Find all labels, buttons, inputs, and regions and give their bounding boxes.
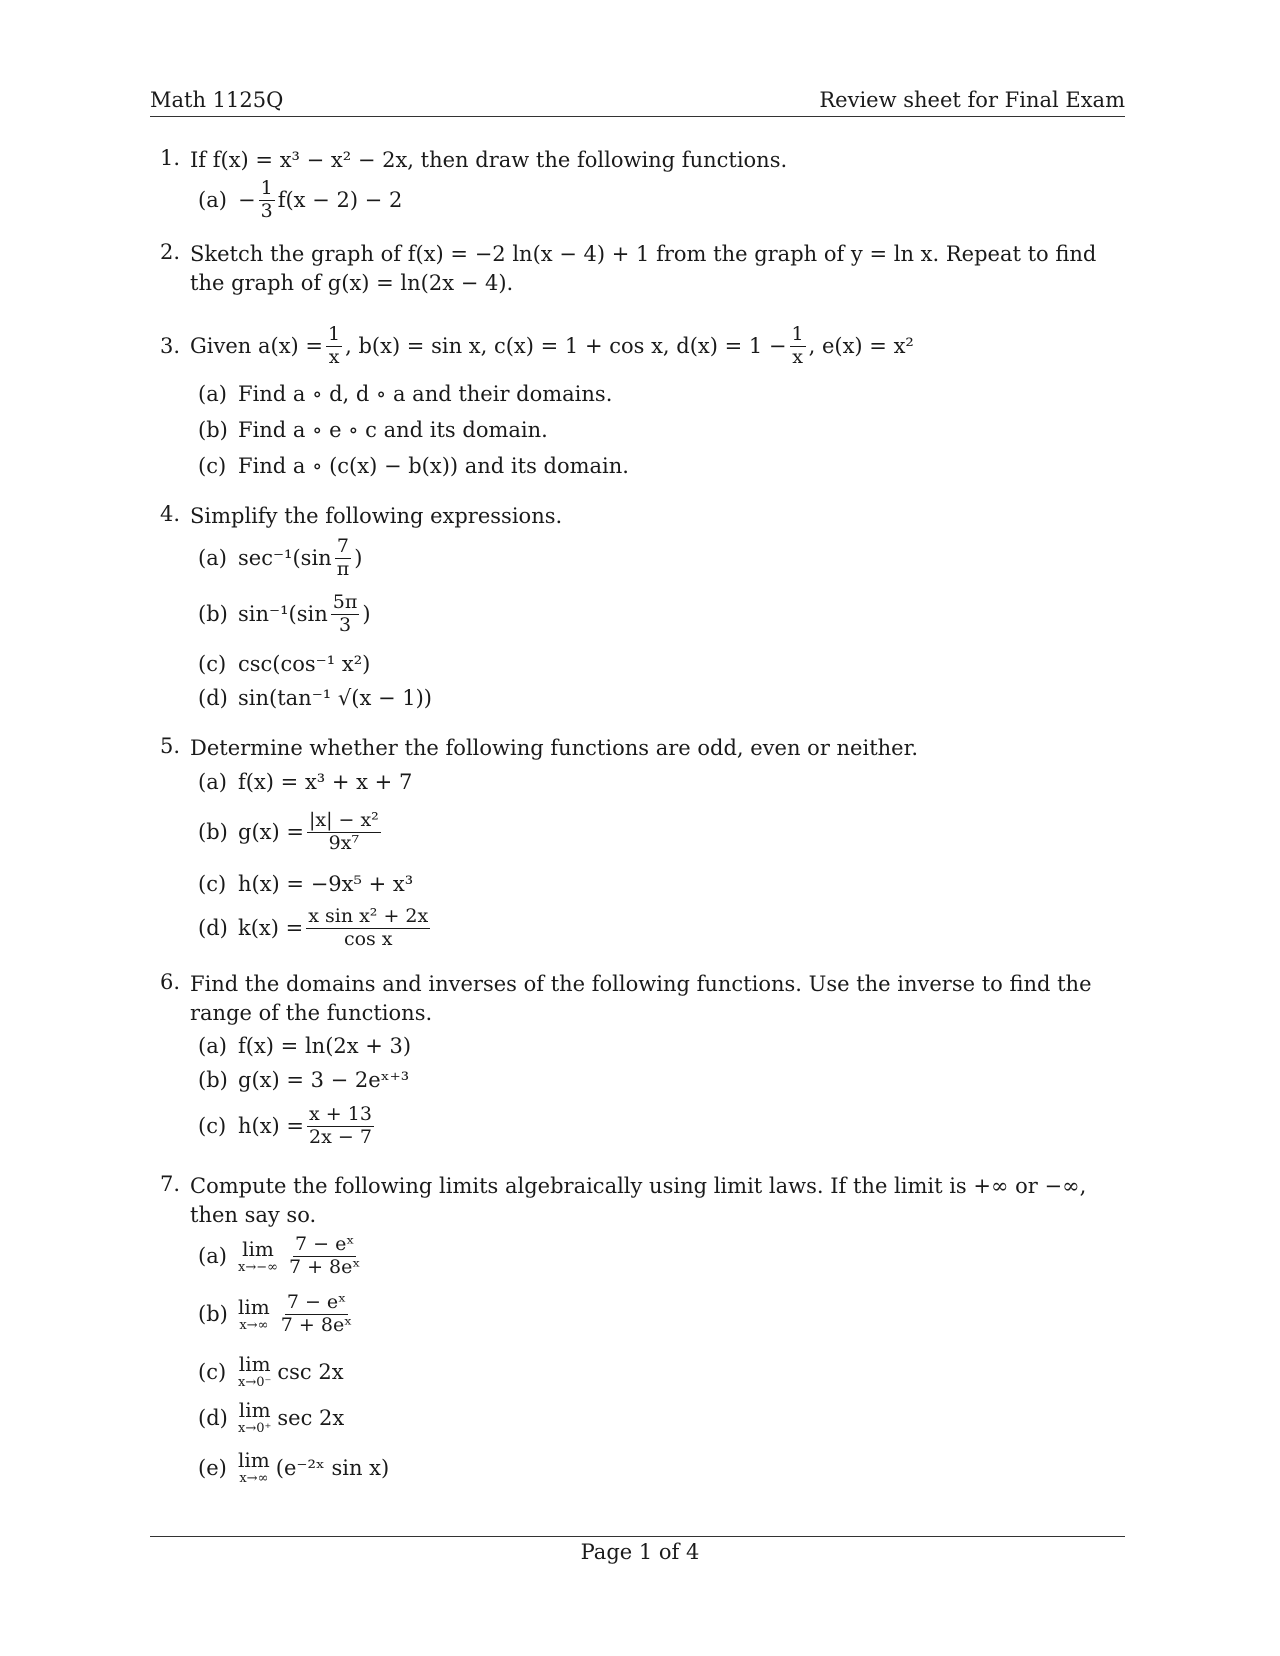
subpart-text: g(x) = 3 − 2eˣ⁺³ [238, 1068, 410, 1092]
expr: csc 2x [277, 1359, 344, 1384]
problem-1 [160, 146, 1125, 175]
problem-number: 1. [160, 146, 181, 170]
subpart-label: (d) [198, 1405, 228, 1430]
expr: f(x − 2) − 2 [277, 188, 403, 213]
problem-text: If f(x) = x³ − x² − 2x, then draw the following functions. [190, 148, 788, 172]
limit [238, 1400, 271, 1435]
problem-6b [198, 1068, 409, 1092]
numerator: 7 − eˣ [286, 1291, 347, 1313]
limit-subscript: x→0⁻ [238, 1375, 272, 1390]
limit-subscript: x→−∞ [238, 1259, 278, 1275]
expr: ) [362, 602, 371, 627]
problem-text: Determine whether the following functions are odd, even or neither. [190, 736, 918, 760]
limit-word: lim [238, 1294, 270, 1319]
subpart-text: f(x) = x³ + x + 7 [238, 770, 413, 794]
problem-6 [160, 970, 1125, 1028]
numerator: 1 [791, 323, 804, 345]
expr: sec 2x [277, 1405, 345, 1430]
denominator: 3 [260, 199, 273, 222]
fraction [335, 536, 352, 581]
subpart-label: (a) [198, 1244, 227, 1269]
fraction [331, 592, 360, 637]
course-title: Math 1125Q [150, 88, 284, 112]
fraction [306, 906, 430, 951]
problem-number: 4. [160, 502, 181, 526]
denominator: 9x⁷ [328, 831, 360, 854]
subpart-text: h(x) = −9x⁵ + x³ [238, 872, 414, 896]
problem-text: Find the domains and inverses of the following functions. Use the inverse to find the range of the functions. [190, 972, 1092, 1025]
subpart-text: Find a ∘ d, d ∘ a and their domains. [238, 382, 613, 406]
problem-4a [198, 536, 362, 581]
problem-number: 5. [160, 734, 181, 758]
problem-text: Sketch the graph of f(x) = −2 ln(x − 4) + 1 from the graph of y = ln x. Repeat to find the graph of g(x) = ln(2x − 4). [190, 242, 1097, 295]
numerator: x + 13 [309, 1103, 372, 1125]
subpart-label: (c) [198, 652, 227, 676]
problem-7c [198, 1354, 344, 1389]
problem-2 [160, 240, 1125, 298]
expr: g(x) = [238, 820, 304, 845]
page-header [150, 88, 1125, 117]
subpart-label: (b) [198, 820, 228, 845]
subpart-text: Find a ∘ (c(x) − b(x)) and its domain. [238, 454, 629, 478]
expr: h(x) = [238, 1114, 305, 1139]
subpart-label: (a) [198, 546, 227, 571]
subpart-text: sin(tan⁻¹ √(x − 1)) [238, 686, 432, 710]
problem-4b [198, 592, 371, 637]
subpart-label: (e) [198, 1455, 227, 1480]
expr: , b(x) = sin x, c(x) = 1 + cos x, d(x) = 1 − [345, 334, 787, 359]
expr: ) [354, 546, 363, 571]
fraction [279, 1292, 354, 1337]
denominator: x [792, 345, 803, 368]
limit-word: lim [238, 1352, 271, 1376]
limit-word: lim [238, 1398, 271, 1422]
subpart-label: (c) [198, 454, 227, 478]
fraction [287, 1234, 362, 1279]
denominator: cos x [343, 927, 393, 950]
expr: sin⁻¹(sin [238, 602, 328, 627]
limit [238, 1236, 278, 1275]
problem-number: 6. [160, 970, 181, 994]
problem-6c [198, 1104, 377, 1149]
fraction [326, 324, 342, 369]
problem-number: 2. [160, 240, 181, 264]
subpart-label: (c) [198, 1114, 227, 1139]
numerator: 5π [332, 591, 358, 613]
problem-5a [198, 770, 412, 794]
numerator: |x| − x² [308, 809, 379, 831]
subpart-label: (b) [198, 602, 228, 627]
subpart-label: (c) [198, 872, 227, 896]
document-title: Review sheet for Final Exam [819, 88, 1125, 112]
subpart-text: csc(cos⁻¹ x²) [238, 652, 371, 676]
problem-4d [198, 686, 432, 710]
problem-4 [160, 502, 1125, 531]
numerator: 1 [260, 177, 273, 199]
fraction [307, 810, 381, 855]
denominator: 3 [338, 613, 352, 636]
denominator: π [336, 557, 350, 580]
limit-subscript: x→∞ [239, 1317, 269, 1333]
problem-7e [198, 1450, 389, 1485]
problem-1a [198, 178, 402, 223]
expr: , e(x) = x² [808, 334, 914, 359]
problem-7b [198, 1292, 357, 1337]
problem-5d [198, 906, 433, 951]
subpart-label: (a) [198, 770, 227, 794]
expr: Given a(x) = [190, 334, 324, 359]
expr: k(x) = [238, 916, 304, 941]
problem-5b [198, 810, 384, 855]
numerator: x sin x² + 2x [308, 905, 429, 927]
expr: sec⁻¹(sin [238, 546, 332, 571]
numerator: 7 [336, 535, 349, 557]
subpart-label: (c) [198, 1359, 227, 1384]
problem-text: Simplify the following expressions. [190, 504, 563, 528]
problem-number: 7. [160, 1172, 181, 1196]
footer-rule [150, 1536, 1125, 1537]
problem-3c [198, 454, 629, 478]
problem-7 [160, 1172, 1125, 1230]
fraction [790, 324, 806, 369]
limit [238, 1354, 271, 1389]
limit [238, 1450, 270, 1485]
subpart-label: (b) [198, 1302, 228, 1327]
problem-3 [160, 324, 914, 369]
numerator: 7 − eˣ [295, 1233, 355, 1255]
denominator: 7 + 8eˣ [288, 1255, 361, 1278]
subpart-label: (d) [198, 916, 228, 941]
denominator: x [328, 345, 340, 368]
fraction [307, 1104, 374, 1149]
fraction [259, 178, 275, 223]
problem-3b [198, 418, 548, 442]
expr: − [238, 188, 256, 213]
problem-7a [198, 1234, 365, 1279]
problem-3a [198, 382, 612, 406]
problem-7d [198, 1400, 344, 1435]
denominator: 2x − 7 [309, 1125, 372, 1148]
expr: (e⁻²ˣ sin x) [275, 1455, 390, 1480]
limit-word: lim [242, 1236, 274, 1261]
subpart-label: (b) [198, 418, 228, 442]
problem-5c [198, 872, 413, 896]
subpart-label: (a) [198, 1034, 227, 1058]
problem-text: Compute the following limits algebraically using limit laws. If the limit is +∞ or −∞, then say so. [190, 1174, 1087, 1227]
limit-subscript: x→0⁺ [238, 1421, 272, 1436]
denominator: 7 + 8eˣ [280, 1313, 353, 1336]
problem-5 [160, 734, 1125, 763]
problem-number: 3. [160, 334, 181, 359]
page-number: Page 1 of 4 [580, 1540, 700, 1564]
numerator: 1 [328, 323, 341, 345]
subpart-label: (b) [198, 1068, 228, 1092]
subpart-label: (a) [198, 382, 227, 406]
subpart-label: (a) [198, 188, 227, 213]
problem-6a [198, 1034, 411, 1058]
subpart-text: f(x) = ln(2x + 3) [238, 1034, 412, 1058]
limit [238, 1294, 270, 1333]
limit-word: lim [238, 1448, 270, 1472]
subpart-label: (d) [198, 686, 228, 710]
problem-4c [198, 652, 370, 676]
limit-subscript: x→∞ [239, 1471, 269, 1486]
subpart-text: Find a ∘ e ∘ c and its domain. [238, 418, 548, 442]
